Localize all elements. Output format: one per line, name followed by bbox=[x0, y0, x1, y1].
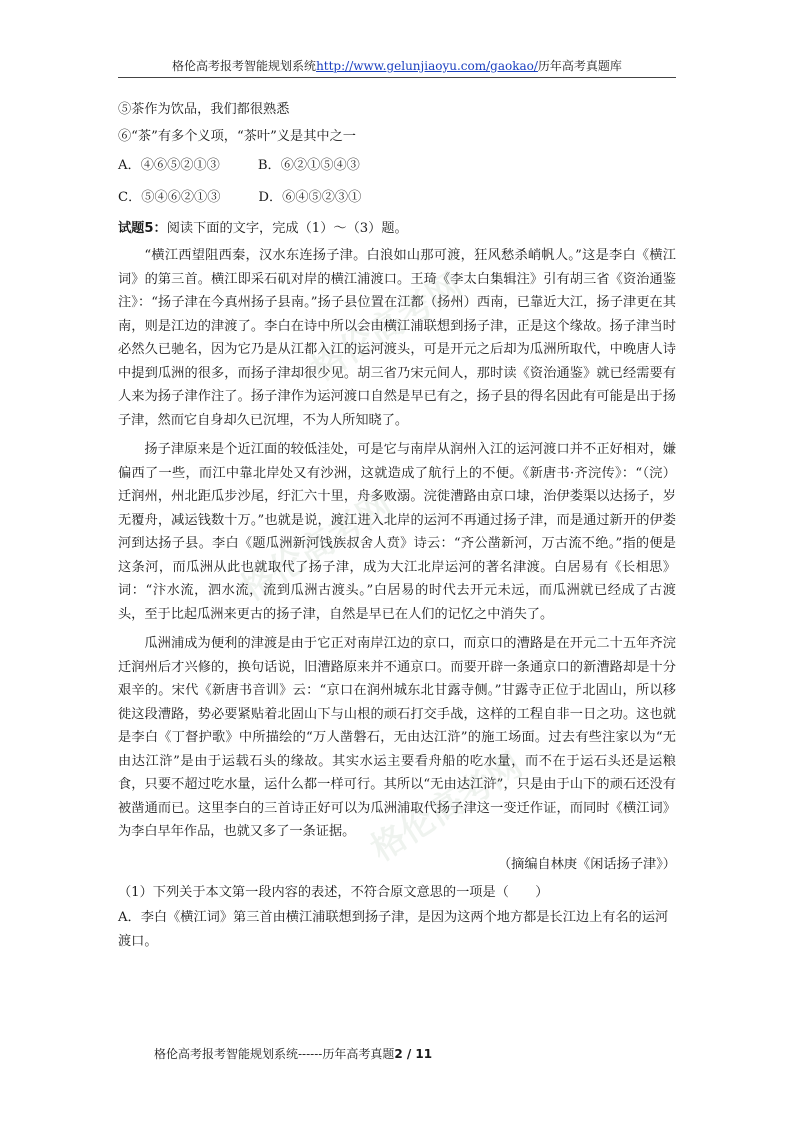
question-label: 试题5： bbox=[118, 221, 167, 236]
passage-paragraph-2: 扬子津原来是个近江面的较低洼处，可是它与南岸从润州入江的运河渡口并不正好相对，嫌偏西了一些，而江中靠北岸处又有沙洲，这就造成了航行上的不便。《新唐书·齐浣传》：“（浣）迁润州，州北距瓜步沙尾，纡汇六十里，舟多败溺。浣徙漕路由京口埭，治伊娄渠以达扬子，岁无覆舟，减运钱数十万。”也就是说，渡江进入北岸的运河不再通过扬子津，而是通过新开的伊娄河到达扬子县。李白《题瓜洲新河饯族叔舍人贲》诗云：“齐公凿新河，万古流不绝。”指的便是这条河，而瓜洲从此也就取代了扬子津，成为大江北岸运河的著名津渡。白居易有《长相思》词：“汴水流，泗水流，流到瓜洲古渡头。”白居易的时代去开元未远，而瓜洲就已经成了古渡头，至于比起瓜洲来更古的扬子津，自然是早已在人们的记忆之中消失了。 bbox=[118, 442, 676, 622]
watermark: 格伦高考网 bbox=[234, 485, 400, 610]
question-title bbox=[118, 214, 676, 244]
option-b: B．⑥②①⑤④③ bbox=[257, 158, 360, 173]
page-number: 2 / 11 bbox=[394, 1047, 433, 1061]
page-content bbox=[118, 97, 676, 953]
header-rule bbox=[118, 77, 676, 78]
options-row-1 bbox=[118, 150, 676, 182]
options-row-2 bbox=[118, 182, 676, 214]
answer-option-a: A．李白《横江词》第三首由横江浦联想到扬子津，是因为这两个地方都是长江边上有名的运河渡口。 bbox=[118, 910, 669, 949]
footer-text: 格伦高考报考智能规划系统------历年高考真题 bbox=[154, 1047, 395, 1061]
header-link[interactable]: http://www.gelunjiaoyu.com/gaokao/ bbox=[316, 59, 538, 73]
header-prefix: 格伦高考报考智能规划系统 bbox=[172, 59, 317, 73]
watermark: 格伦高考网 bbox=[364, 745, 530, 870]
passage-source: （摘编自林庚《闲话扬子津》） bbox=[497, 856, 676, 872]
item-6: ⑥“茶”有多个义项，“茶叶”义是其中之一 bbox=[118, 128, 356, 144]
passage-paragraph-3: 瓜洲浦成为便利的津渡是由于它正对南岸江边的京口，而京口的漕路是在开元二十五年齐浣迁润州后才兴修的，换句话说，旧漕路原来并不通京口。而要开辟一条通京口的新漕路却是十分艰辛的。宋代《新唐书音训》云：“京口在润州城东北甘露寺侧。”甘露寺正位于北固山，所以移徙这段漕路，势必要紧贴着北固山下与山根的顽石打交手战，这样的工程自非一日之功。这也就是李白《丁督护歌》中所描绘的“万人凿磐石，无由达江浒”的施工场面。过去有些注家以为“无由达江浒”是由于运载石头的缘故。其实水运主要看舟船的吃水量，而不在于运石头还是运粮食，只要不超过吃水量，运什么都一样可行。其所以“无由达江浒”，只是由于山下的顽石还没有被凿通而已。这里李白的三首诗正好可以为瓜洲浦取代扬子津这一变迁作证，而同时《横江词》为李白早年作品，也就又多了一条证据。 bbox=[118, 636, 676, 839]
question-instruction: 阅读下面的文字，完成（1）～（3）题。 bbox=[166, 221, 408, 236]
page-footer bbox=[154, 1045, 432, 1062]
passage-paragraph-1: “横江西望阻西秦，汉水东连扬子津。白浪如山那可渡，狂风愁杀峭帆人。”这是李白《横江词》的第三首。横江即采石矶对岸的横江浦渡口。王琦《李太白集辑注》引有胡三省《资治通鉴注》：“扬子津在今真州扬子县南。”扬子县位置在江都（扬州）西南，已靠近大江，扬子津更在其南，则是江边的津渡了。李白在诗中所以会由横江浦联想到扬子津，正是这个缘故。扬子津当时必然久已驰名，因为它乃是从江都入江的运河渡头，可是开元之后却为瓜洲所取代，中晚唐人诗中提到瓜洲的很多，而扬子津却很少见。胡三省乃宋元间人，那时读《资治通鉴》就已经需要有人来为扬子津作注了。扬子津作为运河渡口自然是早已有之，扬子县的得名因此有可能是出于扬子津，然而它自身却久已沉埋，不为人所知晓了。 bbox=[118, 248, 676, 428]
item-5: ⑤茶作为饮品，我们都很熟悉 bbox=[118, 102, 290, 117]
header-suffix: 历年高考真题库 bbox=[537, 59, 622, 73]
option-c: C．⑤④⑥②①③ bbox=[118, 190, 221, 205]
option-d: D．⑥④⑤②③① bbox=[258, 190, 362, 205]
sub-question-1: （1）下列关于本文第一段内容的表述，不符合原文意思的一项是（ ） bbox=[118, 884, 549, 900]
watermark: 格伦高考网 bbox=[304, 265, 470, 390]
option-a: A．④⑥⑤②①③ bbox=[118, 158, 220, 173]
page-header bbox=[118, 57, 676, 75]
